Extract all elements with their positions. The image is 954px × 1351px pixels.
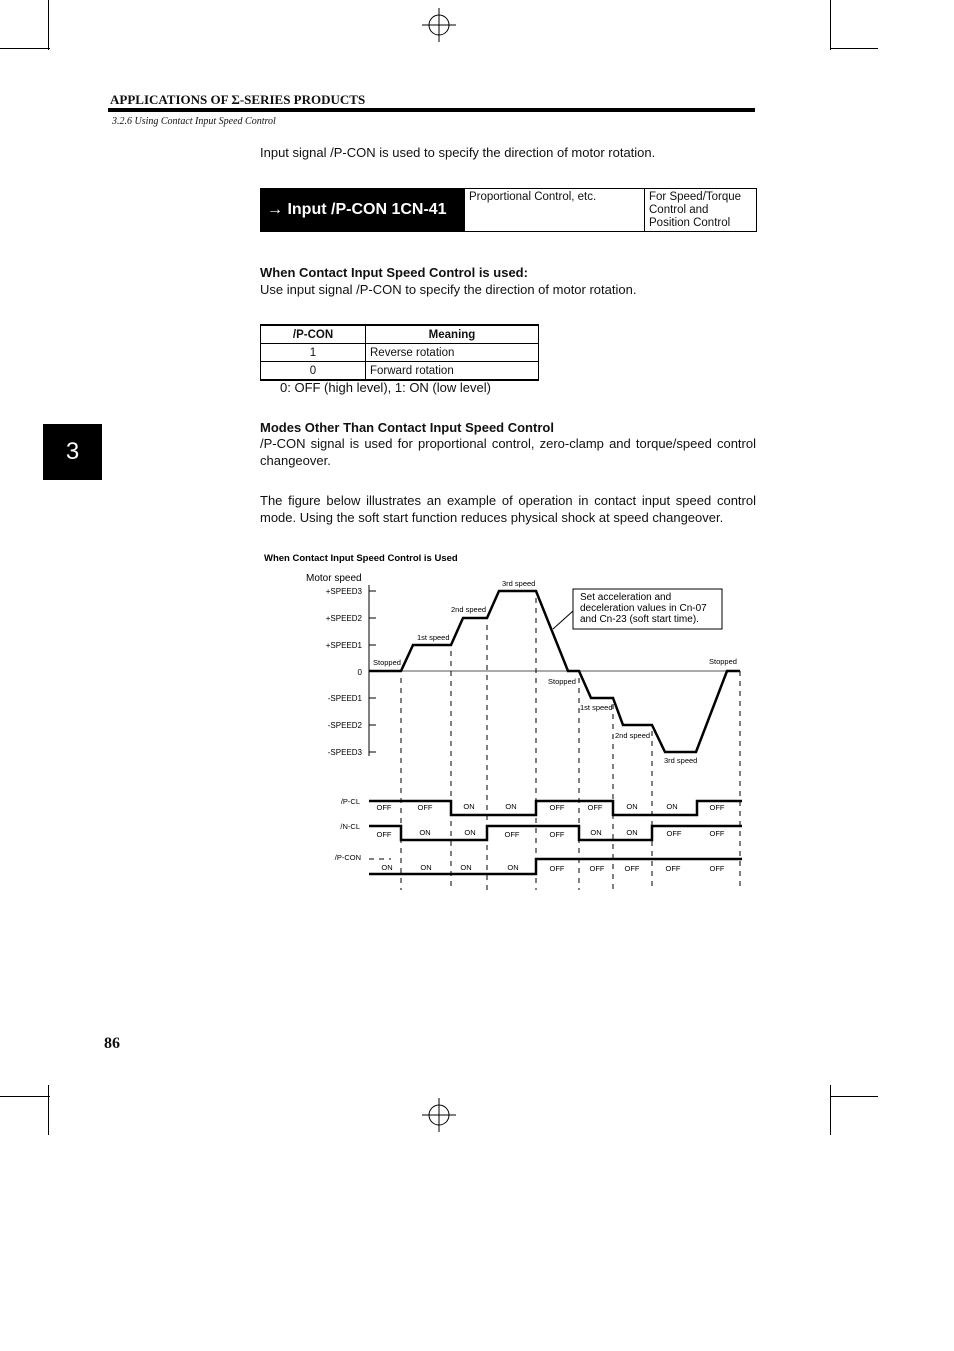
table-header: Meaning <box>366 325 539 344</box>
callout-line: and Cn-23 (soft start time). <box>580 614 699 625</box>
profile-label: 2nd speed <box>451 605 487 614</box>
timing-state: ON <box>464 828 476 837</box>
timing-state: OFF <box>549 803 565 812</box>
y-label: -SPEED2 <box>327 721 362 730</box>
profile-label: Stopped <box>373 658 401 667</box>
timing-states <box>377 802 725 873</box>
timing-state: OFF <box>666 829 682 838</box>
other-modes-heading: Modes Other Than Contact Input Speed Control <box>260 420 554 435</box>
timing-signal-name: /P-CON <box>334 853 361 862</box>
callout-line: deceleration values in Cn-07 <box>580 603 707 614</box>
contact-used-text: Use input signal /P-CON to specify the direction of motor rotation. <box>260 282 637 297</box>
timing-signal-name: /P-CL <box>340 797 360 806</box>
crop-mark <box>830 1096 878 1097</box>
y-axis-labels <box>326 587 363 757</box>
timing-state: OFF <box>589 864 605 873</box>
timing-state: OFF <box>549 864 565 873</box>
y-label: 0 <box>357 668 362 677</box>
timing-state: OFF <box>709 829 725 838</box>
table-note: 0: OFF (high level), 1: ON (low level) <box>280 380 491 395</box>
timing-state: ON <box>626 828 638 837</box>
y-axis-title: Motor speed <box>306 573 362 584</box>
timing-state: OFF <box>709 803 725 812</box>
timing-state: OFF <box>587 803 603 812</box>
y-label: -SPEED1 <box>327 694 362 703</box>
profile-label: 1st speed <box>580 703 613 712</box>
signal-usage: Proportional Control, etc. <box>465 189 645 231</box>
timing-state: ON <box>626 802 638 811</box>
callout <box>553 589 722 629</box>
timing-state: OFF <box>504 830 520 839</box>
timing-state: ON <box>505 802 517 811</box>
signal-label: Input /P-CON 1CN-41 <box>287 201 447 218</box>
profile-label: 2nd speed <box>615 731 651 740</box>
contact-used-heading: When Contact Input Speed Control is used: <box>260 265 528 280</box>
table-header: /P-CON <box>261 325 366 344</box>
timing-state: OFF <box>624 864 640 873</box>
profile-label: 3rd speed <box>664 756 698 765</box>
timing-state: ON <box>463 802 475 811</box>
timing-state: ON <box>381 863 393 872</box>
y-label: -SPEED3 <box>327 748 362 757</box>
timing-state: ON <box>460 863 472 872</box>
crop-mark <box>48 1085 49 1135</box>
profile-label: 1st speed <box>417 633 450 642</box>
crop-mark <box>830 1085 831 1135</box>
intro-paragraph: Input signal /P-CON is used to specify the direction of motor rotation. <box>260 145 656 160</box>
table-cell: Forward rotation <box>366 362 539 381</box>
timing-signal-name: /N-CL <box>340 822 360 831</box>
timing-state: ON <box>590 828 602 837</box>
figure-title: When Contact Input Speed Control is Used <box>264 553 458 564</box>
other-modes-text: /P-CON signal is used for proportional control, zero-clamp and torque/speed control changeover. <box>260 436 756 468</box>
arrow-icon: → <box>267 201 283 218</box>
y-label: +SPEED3 <box>325 587 362 596</box>
callout-line: Set acceleration and <box>580 592 672 603</box>
timing-state: ON <box>419 828 431 837</box>
table-cell: 0 <box>261 362 366 381</box>
profile-label: Stopped <box>709 657 737 666</box>
timing-state: OFF <box>376 803 392 812</box>
profile-label: Stopped <box>548 677 576 686</box>
timing-signal-names <box>335 797 361 862</box>
timing-state: OFF <box>376 830 392 839</box>
timing-state: OFF <box>665 864 681 873</box>
timing-state: OFF <box>709 864 725 873</box>
timing-state: ON <box>420 863 432 872</box>
y-label: +SPEED1 <box>325 641 362 650</box>
figure-paragraph: The figure below illustrates an example of operation in contact input speed control mode. Using the soft start function reduces physical shock at speed changeover. <box>260 493 756 525</box>
timing-state: OFF <box>549 830 565 839</box>
signal-mode: For Speed/Torque Control and Position Control <box>649 191 742 229</box>
page-number: 86 <box>104 1035 120 1052</box>
registration-mark <box>422 1098 456 1132</box>
table-cell: 1 <box>261 344 366 362</box>
table-cell: Reverse rotation <box>366 344 539 362</box>
section-title: APPLICATIONS OF Σ-SERIES PRODUCTS <box>110 92 366 107</box>
chapter-tab: 3 <box>43 424 102 480</box>
subsection-title: 3.2.6 Using Contact Input Speed Control <box>112 116 276 127</box>
timing-state: ON <box>507 863 519 872</box>
crop-mark <box>0 1096 50 1097</box>
y-label: +SPEED2 <box>325 614 362 623</box>
timing-state: ON <box>666 802 678 811</box>
timing-state: OFF <box>417 803 433 812</box>
profile-label: 3rd speed <box>502 579 536 588</box>
